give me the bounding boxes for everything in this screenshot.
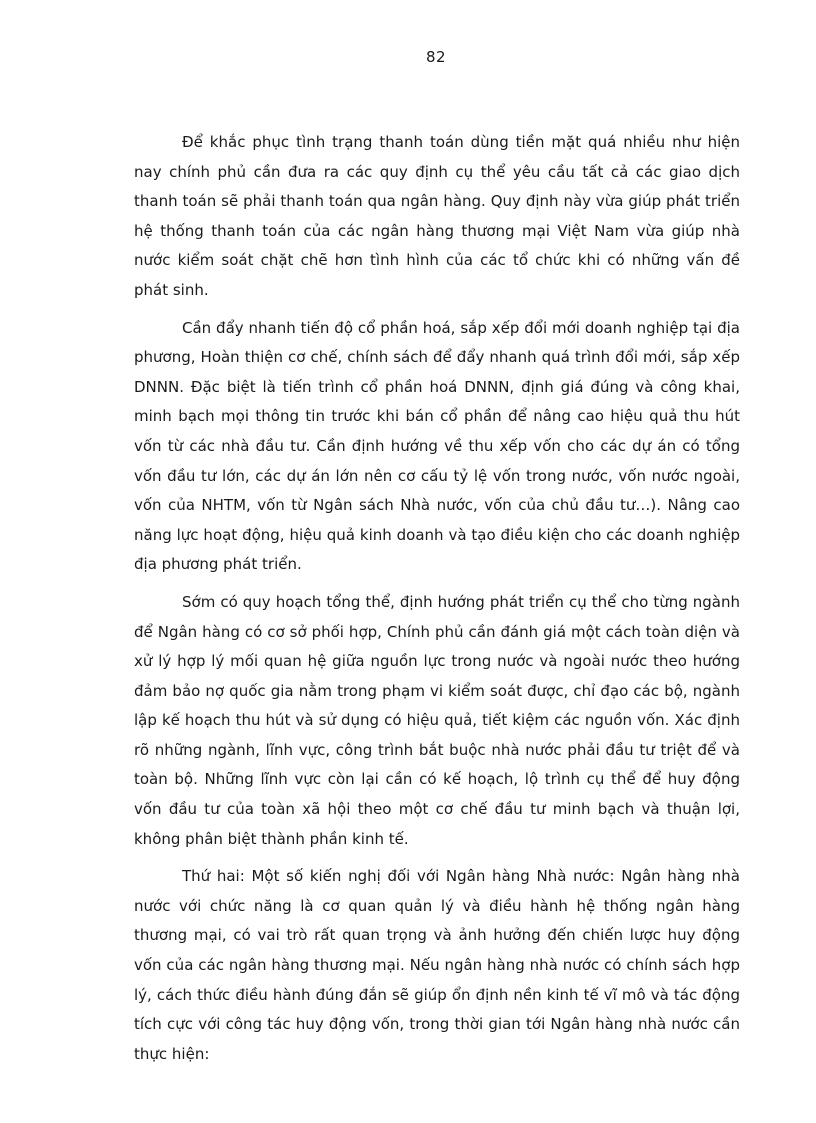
- paragraph-state-bank-recommendations: Thứ hai: Một số kiến nghị đối với Ngân hàng Nhà nước: Ngân hàng nhà nước với chức năng là cơ quan quản lý và điều hành hệ thống ngân hàng thương mại, có vai trò rất quan trọng và ảnh hưởng đến chiến lược huy động vốn của các ngân hàng thương mại. Nếu ngân hàng nhà nước có chính sách hợp lý, cách thức điều hành đúng đắn sẽ giúp ổn định nền kinh tế vĩ mô và tác động tích cực với công tác huy động vốn, trong thời gian tới Ngân hàng nhà nước cần thực hiện:: [134, 867, 740, 1063]
- paragraph-planning: Sớm có quy hoạch tổng thể, định hướng phát triển cụ thể cho từng ngành để Ngân hàng có cơ sở phối hợp, Chính phủ cần đánh giá một cách toàn diện và xử lý hợp lý mối quan hệ giữa nguồn lực trong nước và ngoài nước theo hướng đảm bảo nợ quốc gia nằm trong phạm vi kiểm soát được, chỉ đạo các bộ, ngành lập kế hoạch thu hút và sử dụng có hiệu quả, tiết kiệm các nguồn vốn. Xác định rõ những ngành, lĩnh vực, công trình bắt buộc nhà nước phải đầu tư triệt để và toàn bộ. Những lĩnh vực còn lại cần có kế hoạch, lộ trình cụ thể để huy động vốn đầu tư của toàn xã hội theo một cơ chế đầu tư minh bạch và thuận lợi, không phân biệt thành phần kinh tế.: [134, 592, 740, 848]
- body-text: [134, 128, 740, 1077]
- paragraph-cash-payment: Để khắc phục tình trạng thanh toán dùng tiền mặt quá nhiều như hiện nay chính phủ cần đưa ra các quy định cụ thể yêu cầu tất cả các giao dịch thanh toán sẽ phải thanh toán qua ngân hàng. Quy định này vừa giúp phát triển hệ thống thanh toán của các ngân hàng thương mại Việt Nam vừa giúp nhà nước kiểm soát chặt chẽ hơn tình hình của các tổ chức khi có những vấn đề phát sinh.: [134, 133, 740, 299]
- paragraph-equitization: Cần đẩy nhanh tiến độ cổ phần hoá, sắp xếp đổi mới doanh nghiệp tại địa phương, Hoàn thiện cơ chế, chính sách để đẩy nhanh quá trình đổi mới, sắp xếp DNNN. Đặc biệt là tiến trình cổ phần hoá DNNN, định giá đúng và công khai, minh bạch mọi thông tin trước khi bán cổ phần để nâng cao hiệu quả thu hút vốn từ các nhà đầu tư. Cần định hướng về thu xếp vốn cho các dự án có tổng vốn đầu tư lớn, các dự án lớn nên cơ cấu tỷ lệ vốn trong nước, vốn nước ngoài, vốn của NHTM, vốn từ Ngân sách Nhà nước, vốn của chủ đầu tư…). Nâng cao năng lực hoạt động, hiệu quả kinh doanh và tạo điều kiện cho các doanh nghiệp địa phương phát triển.: [134, 318, 740, 574]
- page-number: 82: [425, 48, 447, 66]
